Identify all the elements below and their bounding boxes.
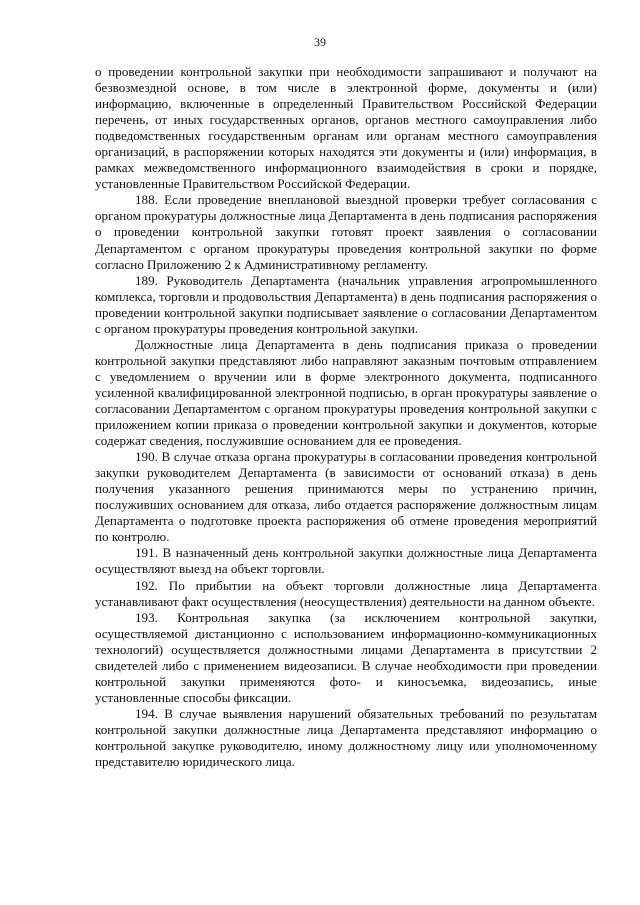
paragraph-p190: 190. В случае отказа органа прокуратуры в согласовании проведения контрольной закупки руководителем Департамента (в зависимости от оснований отказа) в день получения указанного решения принимаются меры по устранению причин, послуживших основанием для отказа, либо отдается распоряжение должностным лицам Департамента о подготовке проекта распоряжения об отмене проведения мероприятий по контролю. [95,449,597,545]
document-body [95,64,597,770]
page-number: 39 [314,35,326,49]
paragraph-p0: о проведении контрольной закупки при необходимости запрашивают и получают на безвозмездной основе, в том числе в электронной форме, документы и (или) информацию, включенные в определенный Правительством Российской Федерации перечень, от иных государственных органов, органов местного самоуправления либо подведомственных государственным органам или органам местного самоуправления организаций, в распоряжении которых находятся эти документы и (или) информация, в рамках межведомственного информационного взаимодействия в сроки и порядке, установленные Правительством Российской Федерации. [95,64,597,192]
paragraph-p189: 189. Руководитель Департамента (начальник управления агропромышленного комплекса, торговли и продовольствия Департамента) в день подписания распоряжения о проведении контрольной закупки подписывает заявление о согласовании Департаментом с органом прокуратуры проведения контрольной закупки. [95,272,597,336]
paragraph-p194: 194. В случае выявления нарушений обязательных требований по результатам контрольной закупки должностные лица Департамента представляют информацию о контрольной закупке руководителю, иному должностному лицу или уполномоченному представителю юридического лица. [95,705,597,770]
paragraph-p191: 191. В назначенный день контрольной закупки должностные лица Департамента осуществляют выезд на объект торговли. [95,545,597,577]
paragraph-p188: 188. Если проведение внеплановой выездной проверки требует согласования с органом прокуратуры должностные лица Департамента в день подписания распоряжения о проведении контрольной закупки готовят проект заявления о согласовании Департаментом с органом прокуратуры проведения контрольной закупки по форме согласно Приложению 2 к Административному регламенту. [95,192,597,272]
paragraph-p193: 193. Контрольная закупка (за исключением контрольной закупки, осуществляемой дистанционно с использованием информационно-коммуникационных технологий) осуществляется должностными лицами Департамента в присутствии 2 свидетелей либо с применением видеозаписи. В случае необходимости при проведении контрольной закупки применяются фото- и киносъемка, видеозапись, иные установленные способы фиксации. [95,609,597,705]
paragraph-p192: 192. По прибытии на объект торговли должностные лица Департамента устанавливают факт осуществления (неосуществления) деятельности на данном объекте. [95,577,597,609]
paragraph-p189b: Должностные лица Департамента в день подписания приказа о проведении контрольной закупки представляют либо направляют заказным почтовым отправлением с уведомлением о вручении или в форме электронного документа, подписанного усиленной квалифицированной электронной подписью, в орган прокуратуры заявление о согласовании Департаментом с органом прокуратуры проведения контрольной закупки с приложением копии приказа о проведении контрольной закупки и документов, которые содержат сведения, послужившие основанием для ее проведения. [95,336,597,449]
